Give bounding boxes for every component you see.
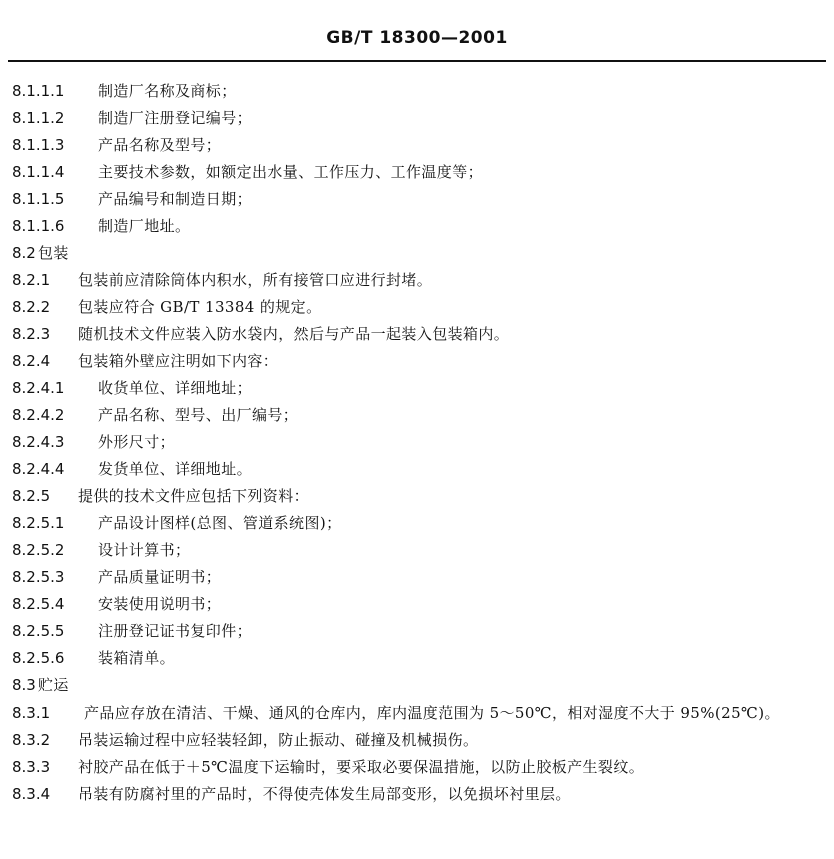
clause-number: 8.3.2 — [12, 731, 51, 749]
clause-text: 发货单位、详细地址。 — [98, 460, 253, 478]
clause-text: 收货单位、详细地址； — [98, 379, 253, 397]
clause-number: 8.2.5.3 — [12, 568, 65, 586]
clause-number: 8.2.5.2 — [12, 541, 65, 559]
clause-number: 8.2.3 — [12, 325, 51, 343]
clause-text: 制造厂注册登记编号； — [98, 109, 253, 127]
section-title: 包装 — [38, 244, 69, 262]
section-number: 8.2 — [12, 244, 36, 262]
clause-line — [12, 132, 827, 159]
clause-line — [12, 267, 827, 294]
clause-line — [12, 510, 827, 537]
clause-text: 装箱清单。 — [98, 649, 176, 667]
clause-text: 设计计算书； — [98, 541, 191, 559]
clause-number: 8.3.3 — [12, 758, 51, 776]
clause-number: 8.1.1.3 — [12, 136, 65, 154]
clause-number: 8.2.4.4 — [12, 460, 65, 478]
section-heading — [12, 240, 827, 267]
clause-line — [12, 321, 827, 348]
clause-line — [12, 754, 827, 781]
clause-line — [12, 781, 827, 808]
clause-text: 吊装有防腐衬里的产品时，不得使壳体发生局部变形，以免损坏衬里层。 — [78, 785, 571, 803]
clause-line — [12, 348, 827, 375]
clause-line — [12, 105, 827, 132]
clause-text: 产品名称、型号、出厂编号； — [98, 406, 299, 424]
document-body — [12, 78, 827, 808]
clause-text: 产品编号和制造日期； — [98, 190, 253, 208]
clause-number: 8.2.4.3 — [12, 433, 65, 451]
clause-line — [12, 375, 827, 402]
clause-text: 产品质量证明书； — [98, 568, 222, 586]
clause-line — [12, 402, 827, 429]
section-title: 贮运 — [38, 676, 69, 694]
clause-line — [12, 429, 827, 456]
page-header: GB/T 18300—2001 — [326, 28, 508, 48]
clause-line — [12, 456, 827, 483]
clause-number: 8.2.2 — [12, 298, 51, 316]
clause-line — [12, 618, 827, 645]
clause-number: 8.2.5.5 — [12, 622, 65, 640]
clause-number: 8.1.1.4 — [12, 163, 65, 181]
clause-line — [12, 591, 827, 618]
section-number: 8.3 — [12, 676, 36, 694]
clause-number: 8.2.4 — [12, 352, 51, 370]
clause-text: 制造厂地址。 — [98, 217, 191, 235]
section-heading — [12, 672, 827, 699]
clause-number: 8.1.1.1 — [12, 82, 65, 100]
clause-line — [12, 186, 827, 213]
clause-text: 吊装运输过程中应轻装轻卸，防止振动、碰撞及机械损伤。 — [78, 731, 479, 749]
clause-line — [12, 483, 827, 510]
clause-text: 包装应符合 GB/T 13384 的规定。 — [78, 298, 322, 316]
clause-line — [12, 78, 827, 105]
clause-number: 8.2.4.2 — [12, 406, 65, 424]
clause-number: 8.2.5.1 — [12, 514, 65, 532]
clause-number: 8.3.4 — [12, 785, 51, 803]
clause-number: 8.2.5.6 — [12, 649, 65, 667]
clause-text: 随机技术文件应装入防水袋内，然后与产品一起装入包装箱内。 — [78, 325, 510, 343]
clause-line — [12, 159, 827, 186]
clause-number: 8.2.4.1 — [12, 379, 65, 397]
clause-line — [12, 645, 827, 672]
clause-text: 注册登记证书复印件； — [98, 622, 253, 640]
clause-number: 8.1.1.5 — [12, 190, 65, 208]
clause-line — [12, 213, 827, 240]
header-rule — [8, 60, 826, 62]
clause-text: 外形尺寸； — [98, 433, 176, 451]
clause-text: 安装使用说明书； — [98, 595, 222, 613]
clause-line — [12, 294, 827, 321]
clause-text: 包装箱外壁应注明如下内容： — [78, 352, 279, 370]
clause-number: 8.3.1 — [12, 704, 51, 722]
clause-text: 产品设计图样(总图、管道系统图)； — [98, 514, 342, 532]
clause-text: 制造厂名称及商标； — [98, 82, 237, 100]
clause-text: 包装前应清除筒体内积水，所有接管口应进行封堵。 — [78, 271, 433, 289]
clause-text: 提供的技术文件应包括下列资料： — [78, 487, 310, 505]
clause-text: 主要技术参数，如额定出水量、工作压力、工作温度等； — [98, 163, 484, 181]
clause-line — [12, 699, 827, 727]
clause-text: 衬胶产品在低于＋5℃温度下运输时，要采取必要保温措施，以防止胶板产生裂纹。 — [78, 758, 645, 776]
clause-text: 产品应存放在清洁、干燥、通风的仓库内，库内温度范围为 5～50℃，相对湿度不大于 95%(25℃)。 — [84, 704, 780, 722]
clause-number: 8.2.1 — [12, 271, 51, 289]
clause-text: 产品名称及型号； — [98, 136, 222, 154]
clause-number: 8.2.5.4 — [12, 595, 65, 613]
clause-line — [12, 537, 827, 564]
clause-number: 8.1.1.6 — [12, 217, 65, 235]
clause-line — [12, 727, 827, 754]
clause-number: 8.1.1.2 — [12, 109, 65, 127]
clause-line — [12, 564, 827, 591]
clause-number: 8.2.5 — [12, 487, 51, 505]
